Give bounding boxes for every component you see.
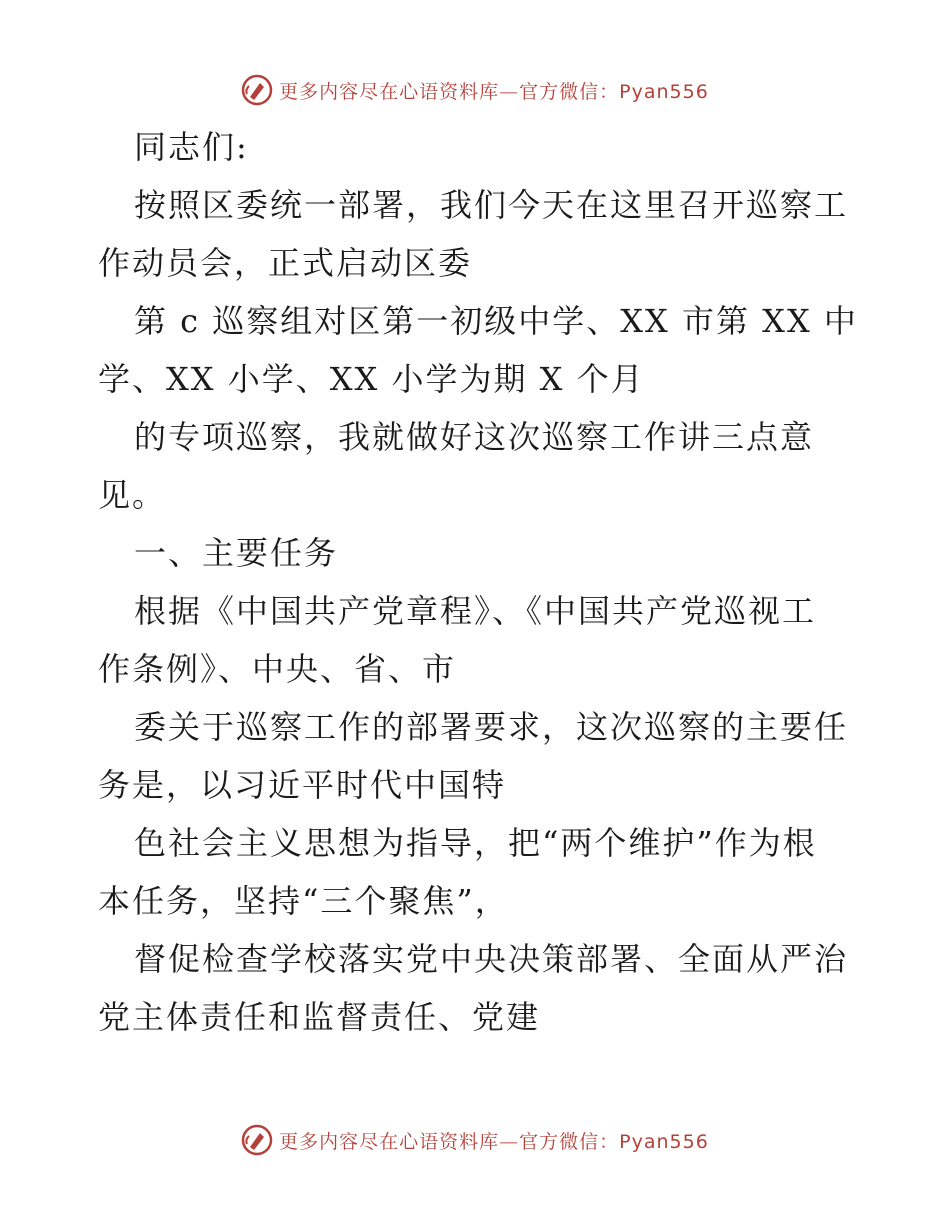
salutation-line: 同志们:: [134, 128, 249, 166]
paragraph-line: 第 c 巡察组对区第一初级中学、XX 市第 XX 中: [134, 302, 858, 340]
paragraph-line: 督促检查学校落实党中央决策部署、全面从严治: [134, 940, 849, 978]
paragraph-line: 委关于巡察工作的部署要求，这次巡察的主要任: [134, 708, 849, 746]
paragraph-line: 作条例》、中央、省、市: [98, 650, 457, 688]
paragraph-line: 的专项巡察，我就做好这次巡察工作讲三点意: [134, 418, 815, 456]
footer-watermark: [0, 1120, 950, 1160]
watermark-text: 更多内容尽在心语资料库—官方微信：Pyan556: [279, 80, 709, 103]
pen-nib-logo-icon: [241, 1124, 273, 1156]
pen-nib-logo-icon: [241, 74, 273, 106]
paragraph-line: 按照区委统一部署，我们今天在这里召开巡察工: [134, 186, 849, 224]
paragraph-line: 作动员会，正式启动区委: [98, 244, 473, 282]
header-watermark: [0, 70, 950, 110]
paragraph-line: 根据《中国共产党章程》、《中国共产党巡视工: [134, 592, 817, 630]
paragraph-line: 务是，以习近平时代中国特: [98, 766, 507, 804]
section-heading: 一、主要任务: [134, 534, 339, 572]
paragraph-line: 本任务，坚持“三个聚焦”，: [98, 882, 509, 920]
paragraph-line: 党主体责任和监督责任、党建: [98, 998, 541, 1036]
watermark-text: 更多内容尽在心语资料库—官方微信：Pyan556: [279, 1130, 709, 1153]
paragraph-line: 学、XX 小学、XX 小学为期 X 个月: [98, 360, 645, 398]
paragraph-line: 见。: [98, 476, 167, 514]
paragraph-line: 色社会主义思想为指导，把“两个维护”作为根: [134, 824, 817, 862]
